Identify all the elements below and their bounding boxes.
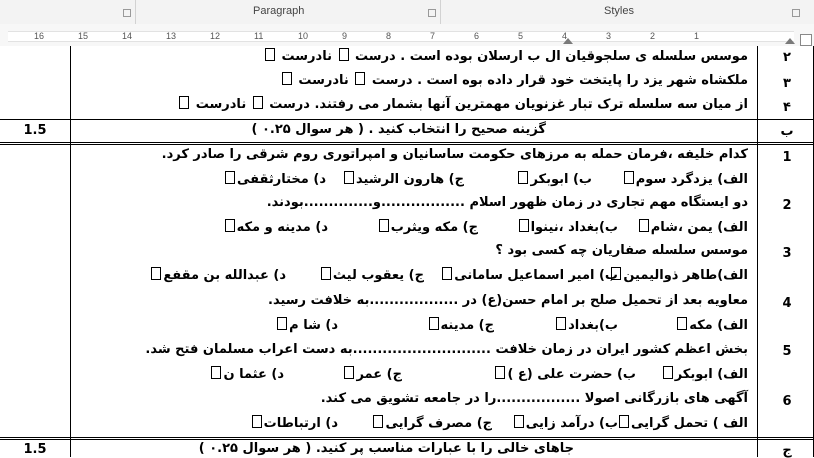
checkbox-icon[interactable] (495, 366, 505, 379)
option[interactable]: ج) هارون الرشید (342, 171, 464, 187)
question-number: ۲ (783, 50, 791, 65)
option[interactable]: د) شا م (275, 317, 338, 333)
checkbox-icon[interactable] (518, 171, 528, 184)
section-instruction: گزینه صحیح را انتخاب کنید . ( هر سوال ۰.۲۵ ) (251, 122, 546, 137)
ruler-number: 8 (386, 31, 392, 41)
option[interactable]: ب) امیر اسماعیل سامانی (440, 267, 618, 283)
option[interactable]: د) مدینه و مکه (223, 219, 328, 235)
indent-marker-icon[interactable] (563, 38, 573, 44)
ruler-toggle-icon[interactable] (800, 34, 812, 46)
question-number: ۴ (783, 100, 791, 115)
question-number: 6 (782, 394, 792, 409)
checkbox-false-icon[interactable] (265, 48, 275, 61)
ruler-number: 12 (210, 31, 221, 41)
table-border (70, 46, 71, 457)
ruler-number: 10 (298, 31, 309, 41)
ruler-number: 14 (122, 31, 133, 41)
true-false-question: ملکشاه شهر یزد را پایتخت خود قرار داده بوه است . درست نادرست (280, 72, 748, 88)
checkbox-icon[interactable] (379, 219, 389, 232)
option[interactable]: ج) مکه ویثرب (377, 219, 478, 235)
option[interactable]: الف) ابوبکر (661, 366, 748, 382)
option[interactable]: ب)بغداد (554, 317, 618, 333)
checkbox-icon[interactable] (556, 317, 566, 330)
ruler-number: 13 (166, 31, 177, 41)
horizontal-ruler[interactable] (0, 24, 814, 47)
question-number: 5 (782, 344, 792, 359)
question-text: کدام خلیفه ،فرمان حمله به مرزهای حکومت ساسانیان و امپراتوری روم شرقی را صادر کرد. (161, 147, 748, 162)
checkbox-icon[interactable] (624, 171, 634, 184)
section-score: 1.5 (23, 442, 47, 457)
checkbox-icon[interactable] (442, 267, 452, 280)
table-border (0, 439, 814, 440)
ruler-number: 1 (694, 31, 700, 41)
ruler-number: 5 (518, 31, 524, 41)
option[interactable]: د) عثما ن (209, 366, 284, 382)
document-page[interactable] (0, 46, 814, 457)
section-letter: ب (780, 124, 794, 139)
checkbox-icon[interactable] (151, 267, 161, 280)
checkbox-icon[interactable] (211, 366, 221, 379)
option[interactable]: ب) درآمد زایی (512, 415, 618, 431)
checkbox-icon[interactable] (677, 317, 687, 330)
option[interactable]: الف) مکه (675, 317, 748, 333)
checkbox-true-icon[interactable] (253, 96, 263, 109)
table-border (0, 119, 814, 120)
question-text: موسس سلسله صفاریان چه کسی بود ؟ (495, 243, 748, 258)
checkbox-icon[interactable] (321, 267, 331, 280)
question-number: 1 (782, 150, 792, 165)
checkbox-icon[interactable] (344, 171, 354, 184)
table-border (757, 46, 758, 457)
question-text: بخش اعظم کشور ایران در زمان خلافت ............................به دست اعراب مسلمان فتح شد. (145, 342, 748, 357)
question-number: 3 (782, 246, 792, 261)
option[interactable]: الف) یمن ،شام (637, 219, 748, 235)
option[interactable]: ب) ابوبکر (516, 171, 592, 187)
ruler-number: 15 (78, 31, 89, 41)
checkbox-icon[interactable] (519, 219, 529, 232)
option[interactable]: ب) حضرت علی (ع ) (493, 366, 636, 382)
ruler-number: 9 (342, 31, 348, 41)
ruler-number: 7 (430, 31, 436, 41)
checkbox-true-icon[interactable] (339, 48, 349, 61)
font-dialog-launcher-icon[interactable] (123, 9, 131, 17)
option[interactable]: الف ) تحمل گرایی (617, 415, 748, 431)
ruler-number: 2 (650, 31, 656, 41)
checkbox-icon[interactable] (373, 415, 383, 428)
option[interactable]: د) مختارثقفی (223, 171, 326, 187)
option[interactable]: ج) مدینه (427, 317, 494, 333)
option[interactable]: الف)طاهر ذوالیمین (609, 267, 748, 283)
checkbox-icon[interactable] (277, 317, 287, 330)
table-border (0, 144, 814, 145)
ribbon-group-paragraph: Paragraph (253, 5, 305, 17)
ribbon-group-styles: Styles (604, 5, 634, 17)
option[interactable]: ب)بغداد ،نینوا (517, 219, 618, 235)
checkbox-true-icon[interactable] (355, 72, 365, 85)
paragraph-dialog-launcher-icon[interactable] (428, 9, 436, 17)
checkbox-icon[interactable] (514, 415, 524, 428)
ruler-number: 3 (606, 31, 612, 41)
option[interactable]: د) عبدالله بن مقفع (149, 267, 286, 283)
checkbox-icon[interactable] (252, 415, 262, 428)
checkbox-icon[interactable] (225, 219, 235, 232)
ribbon-separator (440, 0, 441, 24)
checkbox-icon[interactable] (225, 171, 235, 184)
checkbox-false-icon[interactable] (179, 96, 189, 109)
true-false-question: موسس سلسله ی سلجوقیان ال ب ارسلان بوده است . درست نادرست (263, 48, 748, 64)
question-number: 4 (782, 296, 792, 311)
right-indent-marker-icon[interactable] (785, 38, 795, 44)
question-number: ۳ (783, 76, 791, 91)
checkbox-icon[interactable] (344, 366, 354, 379)
table-border (0, 142, 814, 143)
option[interactable]: الف) یزدگرد سوم (622, 171, 748, 187)
true-false-question: از میان سه سلسله ترک تبار غزنویان مهمترین آنها بشمار می رفتند. درست نادرست (177, 96, 748, 112)
ruler-number: 16 (34, 31, 45, 41)
checkbox-icon[interactable] (429, 317, 439, 330)
option[interactable]: ج) یعقوب لیث (319, 267, 424, 283)
section-letter: ج (782, 443, 792, 458)
table-border (0, 437, 814, 438)
checkbox-false-icon[interactable] (282, 72, 292, 85)
checkbox-icon[interactable] (639, 219, 649, 232)
section-score: 1.5 (23, 123, 47, 138)
question-number: 2 (782, 198, 792, 213)
ribbon-separator (135, 0, 136, 24)
checkbox-icon[interactable] (619, 415, 629, 428)
question-text: معاویه بعد از تحمیل صلح بر امام حسن(ع) در ..................به خلافت رسید. (268, 293, 748, 308)
styles-dialog-launcher-icon[interactable] (792, 9, 800, 17)
ruler-number: 4 (562, 31, 568, 41)
ruler-number: 6 (474, 31, 480, 41)
ribbon (0, 0, 814, 25)
section-instruction: جاهای خالی را با عبارات مناسب پر کنید. ( هر سوال ۰.۲۵ ) (198, 441, 574, 456)
question-text: آگهی های بازرگانی اصولا .................را در جامعه تشویق می کند. (320, 391, 748, 406)
checkbox-icon[interactable] (663, 366, 673, 379)
option[interactable]: ج) عمر (342, 366, 402, 382)
option[interactable]: د) ارتباطات (250, 415, 338, 431)
option[interactable]: ج) مصرف گرایی (371, 415, 492, 431)
ruler-number: 11 (254, 31, 264, 41)
question-text: دو ایستگاه مهم تجاری در زمان ظهور اسلام .................و..............بودند. (266, 195, 748, 210)
